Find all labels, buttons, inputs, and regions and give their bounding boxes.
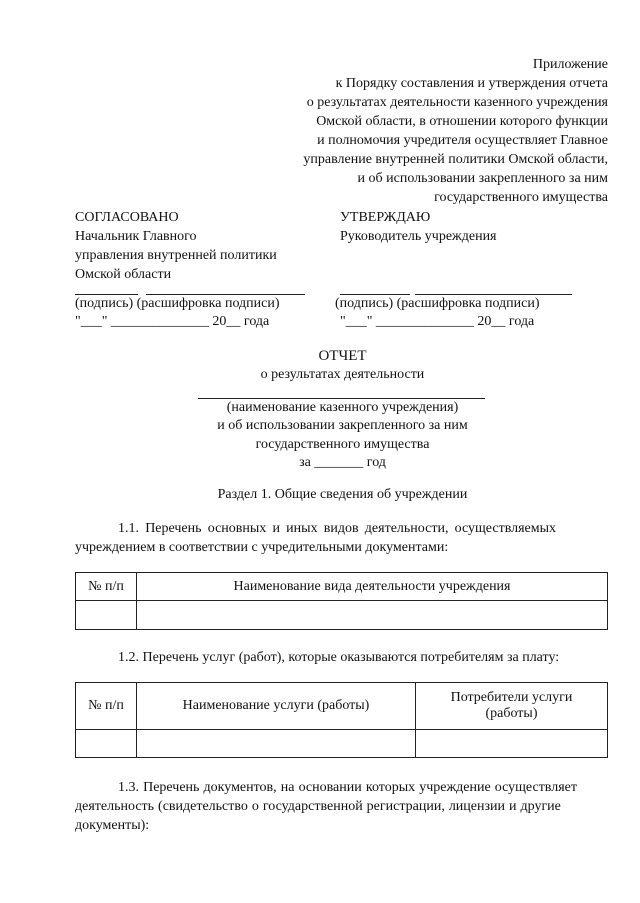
appendix-line: и полномочия учредителя осуществляет Главное bbox=[317, 133, 608, 148]
table-header-service: Наименование услуги (работы) bbox=[137, 683, 416, 730]
report-title: ОТЧЕТ bbox=[318, 348, 367, 364]
approval-left-title: СОГЛАСОВАНО bbox=[75, 210, 179, 225]
paragraph-1-3 bbox=[75, 778, 607, 835]
table-header-number: № п/п bbox=[76, 573, 137, 601]
paragraph-1-1 bbox=[75, 519, 607, 557]
services-table bbox=[75, 682, 608, 758]
appendix-line: государственного имущества bbox=[434, 190, 608, 205]
approval-left-line: Омской области bbox=[75, 267, 172, 282]
appendix-line: управление внутренней политики Омской области, bbox=[303, 152, 608, 167]
approval-left bbox=[75, 208, 277, 284]
report-line3: государственного имущества bbox=[255, 437, 430, 452]
institution-name-line bbox=[198, 398, 485, 399]
table-cell bbox=[76, 601, 137, 630]
table-header-consumers: Потребители услуги (работы) bbox=[416, 683, 608, 730]
signature-line-left-2 bbox=[146, 294, 305, 295]
approval-left-line: Начальник Главного bbox=[75, 229, 197, 244]
paragraph-1-1-line2: учреждением в соответствии с учредительными документами: bbox=[75, 540, 449, 555]
approval-left-line: управления внутренней политики bbox=[75, 248, 277, 263]
approval-right bbox=[340, 208, 497, 246]
paragraph-1-1-line1: 1.1. Перечень основных и иных видов деятельности, осуществляемых bbox=[118, 521, 557, 536]
approval-left-date: "___" ______________ 20__ года bbox=[75, 314, 270, 329]
paragraph-1-3-line2: деятельность (свидетельство о государственной регистрации, лицензии и другие bbox=[75, 799, 561, 814]
approval-right-date: "___" ______________ 20__ года bbox=[340, 314, 535, 329]
table-header-number: № п/п bbox=[76, 683, 137, 730]
table-cell bbox=[76, 730, 137, 758]
appendix-line: о результатах деятельности казенного учреждения bbox=[306, 95, 608, 110]
paragraph-1-2: 1.2. Перечень услуг (работ), которые оказываются потребителям за плату: bbox=[118, 650, 560, 665]
appendix-line: к Порядку составления и утверждения отчета bbox=[335, 76, 608, 91]
appendix-line: Омской области, в отношении которого функции bbox=[316, 114, 608, 129]
table-cell bbox=[137, 601, 608, 630]
table-cell bbox=[137, 730, 416, 758]
paragraph-1-3-line3: документы): bbox=[75, 818, 150, 833]
appendix-block bbox=[188, 55, 608, 207]
approval-right-line: Руководитель учреждения bbox=[340, 229, 497, 244]
section1-title: Раздел 1. Общие сведения об учреждении bbox=[217, 487, 468, 502]
table-cell bbox=[416, 730, 608, 758]
approval-right-title: УТВЕРЖДАЮ bbox=[340, 210, 431, 225]
table-header-activity: Наименование вида деятельности учреждения bbox=[137, 573, 608, 601]
appendix-line: Приложение bbox=[532, 57, 608, 72]
activity-table bbox=[75, 572, 608, 630]
report-subtitle: о результатах деятельности bbox=[260, 367, 425, 382]
report-line2: и об использовании закрепленного за ним bbox=[217, 418, 468, 433]
report-year-line: за _______ год bbox=[299, 455, 386, 470]
signature-line-right-1 bbox=[340, 294, 410, 295]
report-name-caption: (наименование казенного учреждения) bbox=[226, 400, 459, 415]
approval-left-sign-caption: (подпись) (расшифровка подписи) bbox=[75, 296, 280, 311]
signature-line-left-1 bbox=[75, 294, 138, 295]
signature-line-right-2 bbox=[415, 294, 572, 295]
appendix-line: и об использовании закрепленного за ним bbox=[357, 171, 608, 186]
paragraph-1-3-line1: 1.3. Перечень документов, на основании которых учреждение осуществляет bbox=[118, 780, 577, 795]
approval-right-sign-caption: (подпись) (расшифровка подписи) bbox=[335, 296, 540, 311]
